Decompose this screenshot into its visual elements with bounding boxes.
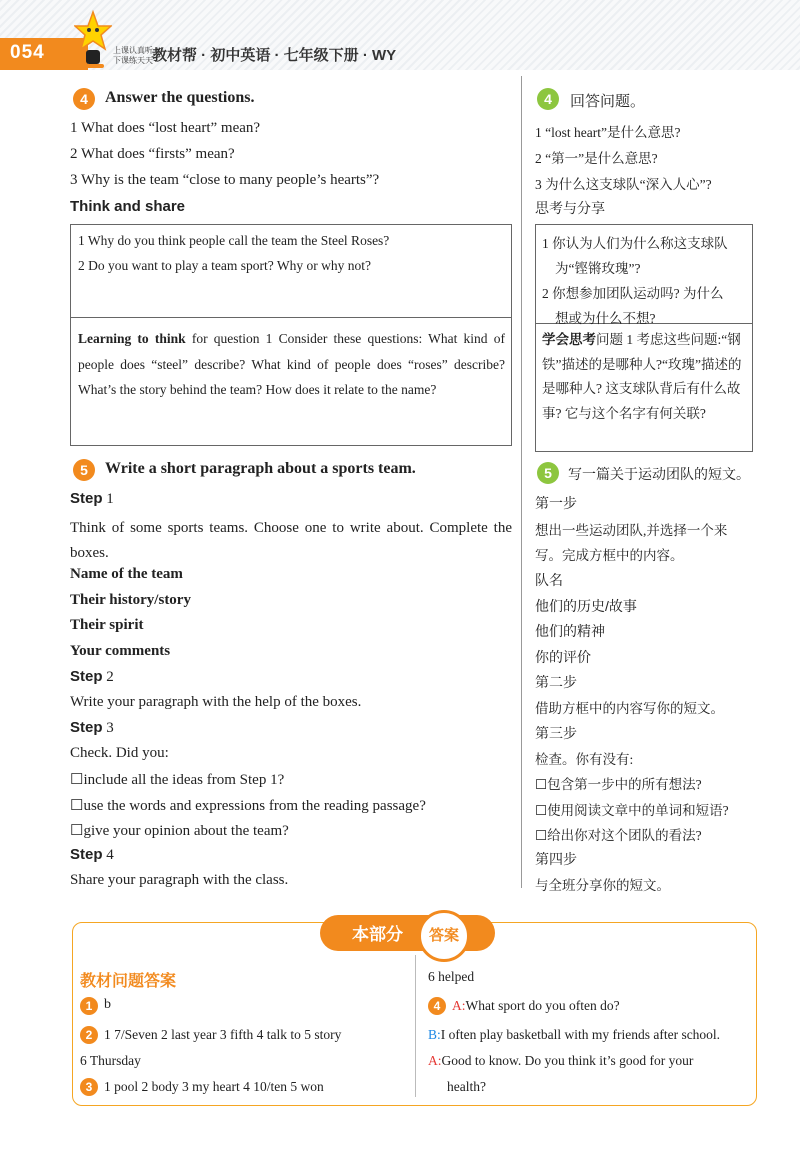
section-5-number-icon: 5 <box>73 459 95 481</box>
answer-4-line-2: B:I often play basketball with my friends after school. <box>428 1027 721 1042</box>
checklist-item: ☐give your opinion about the team? <box>70 823 289 839</box>
zh-step-1-text: 想出一些运动团队,并选择一个来写。完成方框中的内容。 <box>535 523 728 563</box>
answer-4-line-1: A:What sport do you often do? <box>452 998 620 1013</box>
step-3-text: Check. Did you: <box>70 745 169 761</box>
answer-4-number-icon: 4 <box>428 997 446 1015</box>
zh-box-comments: 你的评价 <box>535 649 591 665</box>
zh-box-name: 队名 <box>535 572 563 588</box>
section-4-heading: Answer the questions. <box>105 89 255 106</box>
section-5-zh-heading: 写一篇关于运动团队的短文。 <box>568 466 750 482</box>
checkbox-icon[interactable]: ☐ <box>535 803 548 818</box>
checkbox-icon[interactable]: ☐ <box>70 798 84 814</box>
zh-checklist-item: ☐包含第一步中的所有想法? <box>535 777 702 792</box>
zh-step-4-heading: 第四步 <box>535 851 577 867</box>
question-2: 2 What does “firsts” mean? <box>70 146 235 162</box>
zh-question-1: 1 “lost heart”是什么意思? <box>535 125 681 140</box>
box-history-story: Their history/story <box>70 592 191 608</box>
checkbox-icon[interactable]: ☐ <box>70 772 84 788</box>
zh-think-question-2a: 2 你想参加团队运动吗? 为什么 <box>542 286 724 301</box>
section-4-zh-number-icon: 4 <box>537 88 559 110</box>
answers-banner-badge: 答案 <box>418 910 470 962</box>
answer-4-line-3: A:Good to know. Do you think it’s good for your <box>428 1053 694 1068</box>
zh-step-2-heading: 第二步 <box>535 674 577 690</box>
section-4-zh-heading: 回答问题。 <box>570 93 646 110</box>
zh-question-3: 3 为什么这支球队“深入人心”? <box>535 177 712 192</box>
think-question-1: 1 Why do you think people call the team the Steel Roses? <box>78 233 390 248</box>
zh-think-question-2b: 想或为什么不想? <box>555 311 656 326</box>
answer-3-number-icon: 3 <box>80 1078 98 1096</box>
box-comments: Your comments <box>70 643 171 659</box>
zh-checklist-item: ☐给出你对这个团队的看法? <box>535 828 702 843</box>
answer-2-number-icon: 2 <box>80 1026 98 1044</box>
answer-1: b <box>104 997 111 1012</box>
answer-2-line-1: 1 7/Seven 2 last year 3 fifth 4 talk to 5 story <box>104 1027 342 1042</box>
answer-2-line-2: 6 Thursday <box>80 1053 141 1068</box>
box-spirit: Their spirit <box>70 617 144 633</box>
zh-step-3-text: 检查。你有没有: <box>535 752 634 767</box>
learning-to-think-text: for question 1 Consider these questions: What kind of people does “steel” describe? What kind of people does “roses” describe? What’s the story behind the team? How does it relate to the name? <box>78 331 505 397</box>
answer-4-line-4: health? <box>447 1079 486 1094</box>
column-divider <box>521 76 522 888</box>
question-1: 1 What does “lost heart” mean? <box>70 120 261 136</box>
mascot-caption-2: 下课练天天 <box>113 56 153 65</box>
checklist-item: ☐use the words and expressions from the reading passage? <box>70 798 426 814</box>
zh-question-2: 2 “第一”是什么意思? <box>535 151 658 166</box>
answer-1-number-icon: 1 <box>80 997 98 1015</box>
step-1-heading: Step 1 <box>70 490 114 507</box>
think-box-divider <box>70 317 512 318</box>
answers-banner-label: 本部分 <box>352 925 403 944</box>
step-4-heading: Step 4 <box>70 846 114 863</box>
answers-column-divider <box>415 955 416 1097</box>
zh-step-1-heading: 第一步 <box>535 495 577 511</box>
box-name-of-team: Name of the team <box>70 566 183 582</box>
step-2-heading: Step 2 <box>70 668 114 685</box>
book-title: 教材帮 · 初中英语 · 七年级下册 · WY <box>152 47 397 64</box>
step-2-text: Write your paragraph with the help of the boxes. <box>70 694 362 710</box>
learning-to-think-note <box>78 326 505 403</box>
zh-step-4-text: 与全班分享你的短文。 <box>535 878 670 893</box>
zh-learning-to-think-note <box>542 328 747 426</box>
section-5-heading: Write a short paragraph about a sports team. <box>105 460 416 477</box>
checklist-item: ☐include all the ideas from Step 1? <box>70 772 285 788</box>
zh-learning-to-think-text: 问题 1 考虑这些问题:“钢铁”描述的是哪种人?“玫瑰”描述的是哪种人? 这支球队背后有什么故事? 它与这个名字有何关联? <box>542 332 742 421</box>
checkbox-icon[interactable]: ☐ <box>535 828 548 843</box>
mascot-caption-1: 上课认真听 <box>113 46 153 55</box>
checkbox-icon[interactable]: ☐ <box>70 823 84 839</box>
zh-learning-to-think-label: 学会思考 <box>542 332 596 347</box>
zh-think-share-heading: 思考与分享 <box>535 200 605 216</box>
question-3: 3 Why is the team “close to many people’s hearts”? <box>70 172 380 188</box>
step-3-heading: Step 3 <box>70 719 114 736</box>
step-4-text: Share your paragraph with the class. <box>70 872 289 888</box>
learning-to-think-label: Learning to think <box>78 331 186 346</box>
answer-3-continued: 6 helped <box>428 969 475 984</box>
think-question-2: 2 Do you want to play a team sport? Why or why not? <box>78 258 371 273</box>
section-4-number-icon: 4 <box>73 88 95 110</box>
zh-box-history: 他们的历史/故事 <box>535 598 637 614</box>
zh-box-spirit: 他们的精神 <box>535 623 605 639</box>
checkbox-icon[interactable]: ☐ <box>535 777 548 792</box>
page-number: 054 <box>10 42 45 63</box>
zh-think-question-1b: 为“铿锵玫瑰”? <box>555 261 641 276</box>
answer-3: 1 pool 2 body 3 my heart 4 10/ten 5 won <box>104 1079 324 1094</box>
zh-step-2-text: 借助方框中的内容写你的短文。 <box>535 701 724 716</box>
answers-title: 教材问题答案 <box>80 973 177 990</box>
zh-step-3-heading: 第三步 <box>535 725 577 741</box>
step-1-text: Think of some sports teams. Choose one to write about. Complete the boxes. <box>70 520 512 561</box>
zh-think-question-1a: 1 你认为人们为什么称这支球队 <box>542 236 728 251</box>
zh-checklist-item: ☐使用阅读文章中的单词和短语? <box>535 803 729 818</box>
think-share-heading: Think and share <box>70 198 186 215</box>
star-mascot-icon <box>74 10 112 70</box>
section-5-zh-number-icon: 5 <box>537 462 559 484</box>
